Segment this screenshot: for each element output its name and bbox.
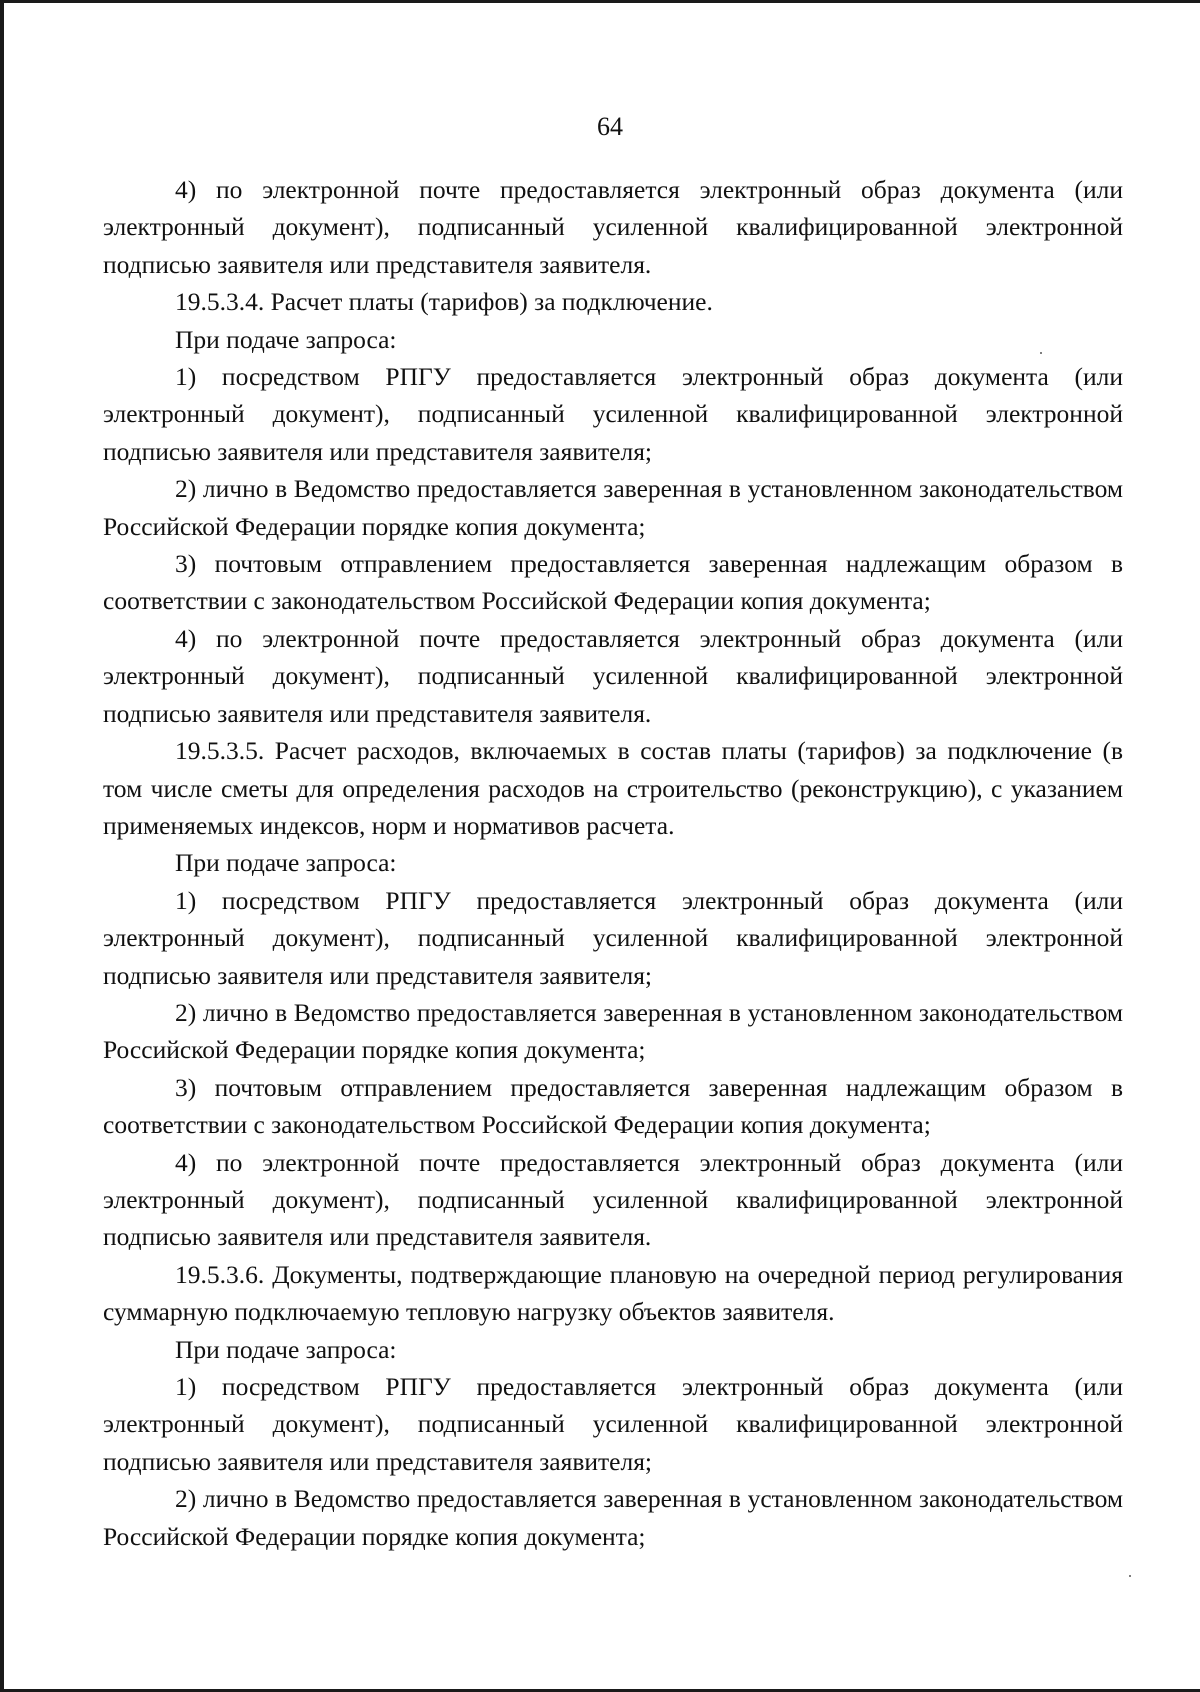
paragraph-item-1-rpgu: 1) посредством РПГУ предоставляется электронный образ документа (или электронный документ), подписанный усиленной квалифицированной электронной подписью заявителя или представителя заявителя; [103, 885, 1123, 990]
paragraph-item-1-rpgu: 1) посредством РПГУ предоставляется электронный образ документа (или электронный документ), подписанный усиленной квалифицированной электронной подписью заявителя или представителя заявителя; [103, 1372, 1123, 1476]
document-body [103, 171, 1123, 1555]
section-heading-19-5-3-5: 19.5.3.5. Расчет расходов, включаемых в состав платы (тарифов) за подключение (в том числе сметы для определения расходов на строительство (реконструкцию), с указанием применяемых индексов, норм и нормативов расчета. [103, 736, 1123, 840]
section-heading-19-5-3-6: 19.5.3.6. Документы, подтверждающие плановую на очередной период регулирования суммарную подключаемую тепловую нагрузку объектов заявителя. [103, 1259, 1123, 1327]
paragraph-item-2-in-person: 2) лично в Ведомство предоставляется заверенная в установленном законодательством Российской Федерации порядке копия документа; [103, 1484, 1123, 1551]
scan-speck [1040, 352, 1042, 354]
scan-speck [1129, 1575, 1131, 1577]
paragraph-item-4-email: 4) по электронной почте предоставляется электронный образ документа (или электронный документ), подписанный усиленной квалифицированной электронной подписью заявителя или представителя заявителя. [103, 623, 1123, 728]
request-submission-label: При подаче запроса: [175, 324, 397, 354]
section-heading-19-5-3-4: 19.5.3.4. Расчет платы (тарифов) за подключение. [175, 287, 713, 317]
request-submission-label: При подаче запроса: [175, 848, 397, 878]
paragraph-item-2-in-person: 2) лично в Ведомство предоставляется заверенная в установленном законодательством Российской Федерации порядке копия документа; [103, 997, 1123, 1065]
scan-border-left [0, 0, 4, 1692]
paragraph-item-1-rpgu: 1) посредством РПГУ предоставляется электронный образ документа (или электронный документ), подписанный усиленной квалифицированной электронной подписью заявителя или представителя заявителя; [103, 362, 1123, 466]
paragraph-item-3-post: 3) почтовым отправлением предоставляется заверенная надлежащим образом в соответствии с законодательством Российской Федерации копия документа; [103, 1072, 1123, 1140]
scan-border-top [0, 0, 1200, 3]
paragraph-item-4-email: 4) по электронной почте предоставляется электронный образ документа (или электронный документ), подписанный усиленной квалифицированной электронной подписью заявителя или представителя заявителя. [103, 1147, 1123, 1252]
page-number: 64 [597, 112, 623, 141]
paragraph-item-2-in-person: 2) лично в Ведомство предоставляется заверенная в установленном законодательством Российской Федерации порядке копия документа; [103, 474, 1123, 541]
request-submission-label: При подаче запроса: [175, 1334, 397, 1364]
paragraph-item-4-email: 4) по электронной почте предоставляется электронный образ документа (или электронный документ), подписанный усиленной квалифицированной электронной подписью заявителя или представителя заявителя. [103, 175, 1123, 279]
paragraph-item-3-post: 3) почтовым отправлением предоставляется заверенная надлежащим образом в соответствии с законодательством Российской Федерации копия документа; [103, 549, 1123, 616]
